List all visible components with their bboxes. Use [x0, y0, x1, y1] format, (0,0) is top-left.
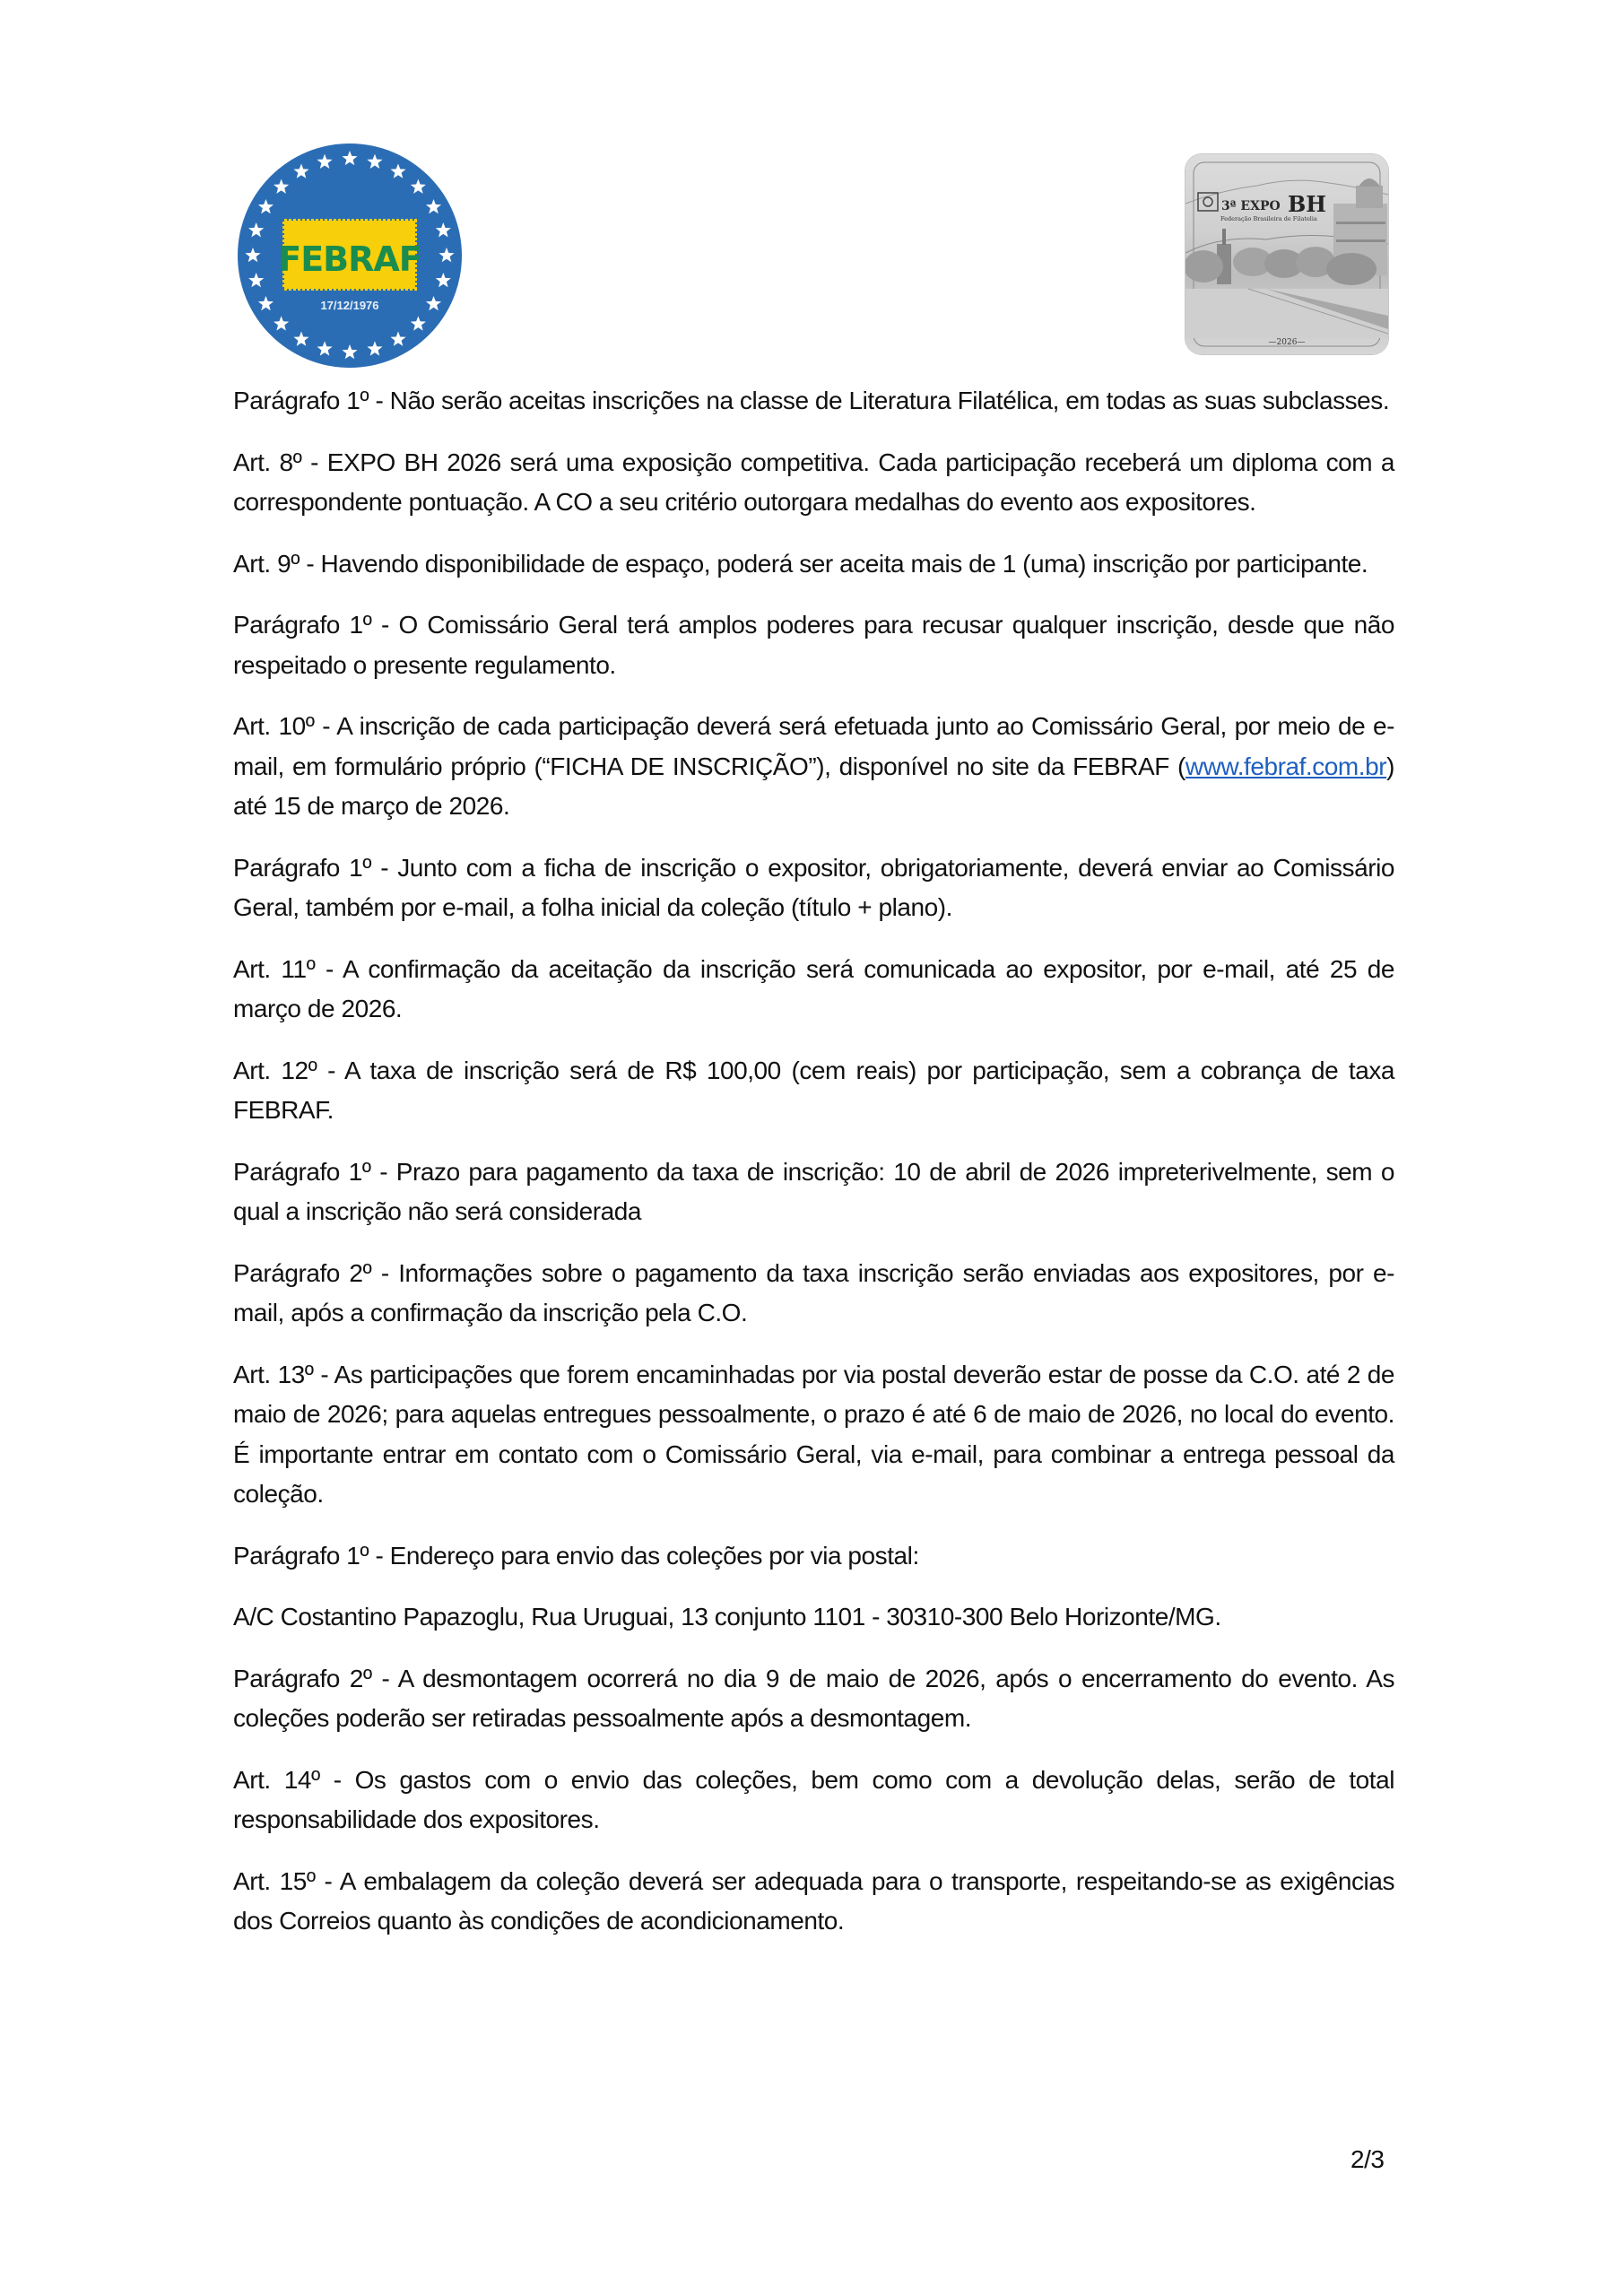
- article-12-paragraph-2: Parágrafo 2º - Informações sobre o pagamento da taxa inscrição serão enviadas aos expositores, por e-mail, após a confirmação da inscrição pela C.O.: [233, 1258, 1394, 1326]
- febraf-website-link[interactable]: www.febraf.com.br: [1185, 752, 1387, 780]
- febraf-logo-date: 17/12/1976: [320, 299, 379, 312]
- article-13-paragraph-2: Parágrafo 2º - A desmontagem ocorrerá no dia 9 de maio de 2026, após o encerramento do evento. As coleções poderão ser retiradas pessoalmente após a desmontagem.: [233, 1664, 1394, 1732]
- article-10-text: Art. 10º - A inscrição de cada participação deverá será efetuada junto ao Comissário Geral, por meio de e-mail, em formulário próprio (“FICHA DE INSCRIÇÃO”), disponível no site da FEBRAF (: [233, 712, 1394, 780]
- postal-address: A/C Costantino Papazoglu, Rua Uruguai, 13 conjunto 1101 - 30310-300 Belo Horizonte/MG.: [233, 1603, 1221, 1631]
- article-13-paragraph-1: Parágrafo 1º - Endereço para envio das coleções por via postal:: [233, 1541, 919, 1570]
- expo-logo-subtitle: Federação Brasileira de Filatelia: [1220, 215, 1317, 222]
- article-10-text-end: ) até 15 de março de 2026.: [233, 752, 1394, 820]
- febraf-seal-icon: [237, 143, 463, 369]
- expo-bh-illustration-icon: [1185, 154, 1388, 354]
- paragraph-par1-literatura: Parágrafo 1º - Não serão aceitas inscrições na classe de Literatura Filatélica, em todas as suas subclasses.: [233, 387, 1390, 414]
- article-13: Art. 13º - As participações que forem encaminhadas por via postal deverão estar de posse da C.O. até 2 de maio de 2026; para aquelas entregues pessoalmente, o prazo é até 6 de maio de 2026, no local do evento. É importante entrar em contato com o Comissário Geral, via e-mail, para combinar a entrega pessoal da coleção.: [233, 1360, 1394, 1508]
- article-10: [233, 707, 1394, 827]
- expo-bh-logo: [1185, 154, 1388, 354]
- febraf-logo: [237, 143, 463, 369]
- expo-logo-year: —2026—: [1268, 338, 1306, 347]
- article-12: Art. 12º - A taxa de inscrição será de R$ 100,00 (cem reais) por participação, sem a cobrança de taxa FEBRAF.: [233, 1056, 1394, 1124]
- article-9-paragraph-1: Parágrafo 1º - O Comissário Geral terá amplos poderes para recusar qualquer inscrição, desde que não respeitado o presente regulamento.: [233, 611, 1394, 679]
- expo-logo-title-prefix: 3ª EXPO: [1221, 199, 1281, 213]
- febraf-logo-text: FEBRAF: [278, 239, 421, 279]
- article-10-paragraph-1: Parágrafo 1º - Junto com a ficha de inscrição o expositor, obrigatoriamente, deverá enviar ao Comissário Geral, também por e-mail, a folha inicial da coleção (título + plano).: [233, 853, 1394, 921]
- document-body: [233, 381, 1394, 1963]
- page-number: 2/3: [1350, 2145, 1385, 2173]
- article-12-paragraph-1: Parágrafo 1º - Prazo para pagamento da taxa de inscrição: 10 de abril de 2026 impreterivelmente, sem o qual a inscrição não será considerada: [233, 1157, 1394, 1225]
- article-8: Art. 8º - EXPO BH 2026 será uma exposição competitiva. Cada participação receberá um diploma com a correspondente pontuação. A CO a seu critério outorgara medalhas do evento aos expositores.: [233, 448, 1394, 516]
- article-9: Art. 9º - Havendo disponibilidade de espaço, poderá ser aceita mais de 1 (uma) inscrição por participante.: [233, 549, 1368, 578]
- expo-logo-title-main: BH: [1288, 191, 1326, 217]
- article-14: Art. 14º - Os gastos com o envio das coleções, bem como com a devolução delas, serão de total responsabilidade dos expositores.: [233, 1765, 1394, 1833]
- article-11: Art. 11º - A confirmação da aceitação da inscrição será comunicada ao expositor, por e-mail, até 25 de março de 2026.: [233, 954, 1394, 1022]
- article-15: Art. 15º - A embalagem da coleção deverá ser adequada para o transporte, respeitando-se as exigências dos Correios quanto às condições de acondicionamento.: [233, 1866, 1394, 1935]
